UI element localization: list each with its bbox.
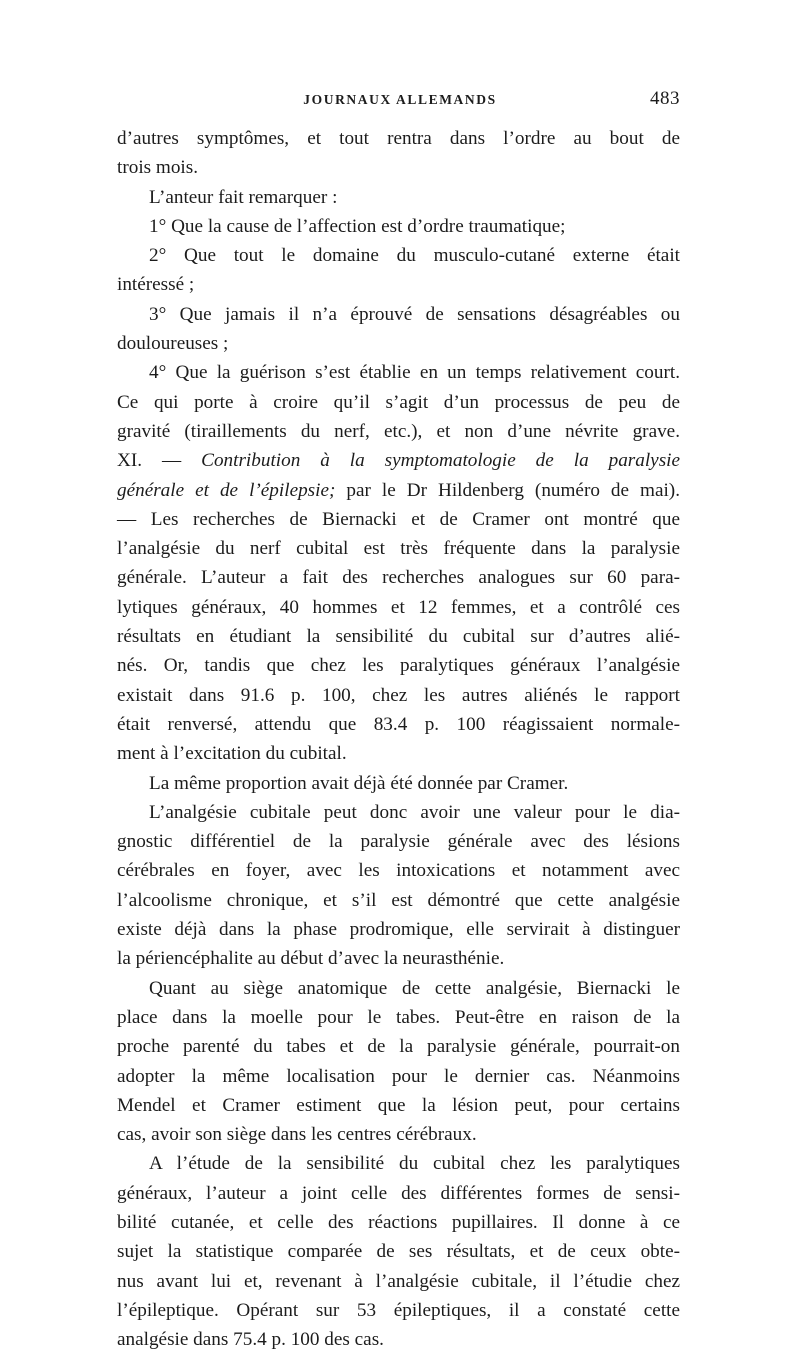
text-line: nus avant lui et, revenant à l’analgésie cubitale, il l’étudie chez <box>117 1270 680 1292</box>
text-line: douloureuses ; <box>117 333 229 355</box>
text-line: 4° Que la guérison s’est établie en un temps relativement court. <box>149 362 680 384</box>
text-line: la périencéphalite au début d’avec la neurasthénie. <box>117 948 505 970</box>
text-line: 3° Que jamais il n’a éprouvé de sensations désagréables ou <box>149 303 680 325</box>
text-line: cas, avoir son siège dans les centres cérébraux. <box>117 1124 477 1146</box>
text-line: La même proportion avait déjà été donnée par Cramer. <box>149 772 569 794</box>
text-line: intéressé ; <box>117 274 195 296</box>
text-line: gravité (tiraillements du nerf, etc.), et non d’une névrite grave. <box>117 420 680 442</box>
text-line: résultats en étudiant la sensibilité du cubital sur d’autres alié- <box>117 626 680 648</box>
paragraphs-before-section <box>117 124 680 446</box>
text-line: l’épileptique. Opérant sur 53 épileptiques, il a constaté cette <box>117 1299 680 1321</box>
text-line: ment à l’excitation du cubital. <box>117 743 347 765</box>
paragraphs-after-section <box>117 505 680 1354</box>
text-line: A l’étude de la sensibilité du cubital chez les paralytiques <box>149 1153 680 1175</box>
section-title-part-1: Contribution à la symptomatologie de la paralysie <box>201 450 681 472</box>
section-title-part-2: générale et de l’épilepsie; <box>117 479 336 501</box>
text-line: adopter la même localisation pour le dernier cas. Néanmoins <box>117 1065 680 1087</box>
text-line: généraux, l’auteur a joint celle des différentes formes de sensi- <box>117 1182 680 1204</box>
text-line: L’analgésie cubitale peut donc avoir une valeur pour le dia- <box>149 801 680 823</box>
text-line: gnostic différentiel de la paralysie générale avec des lésions <box>117 831 680 853</box>
text-line: sujet la statistique comparée de ses résultats, et de ceux obte- <box>117 1241 680 1263</box>
text-line: analgésie dans 75.4 p. 100 des cas. <box>117 1329 384 1351</box>
text-line: trois mois. <box>117 157 199 179</box>
text-line: L’anteur fait remarquer : <box>149 186 338 208</box>
text-line: d’autres symptômes, et tout rentra dans l’ordre au bout de <box>117 128 680 149</box>
text-line: l’alcoolisme chronique, et s’il est démontré que cette analgésie <box>117 889 680 911</box>
text-line: existait dans 91.6 p. 100, chez les autres aliénés le rapport <box>117 684 680 706</box>
text-line: Quant au siège anatomique de cette analgésie, Biernacki le <box>149 977 680 999</box>
running-title: JOURNAUX ALLEMANDS <box>303 92 497 107</box>
text-line: l’analgésie du nerf cubital est très fréquente dans la paralysie <box>117 538 680 560</box>
section-heading-line-2 <box>117 476 680 505</box>
section-heading-line-1 <box>117 446 680 475</box>
text-line: 2° Que tout le domaine du musculo-cutané externe était <box>149 245 680 267</box>
body-text <box>117 124 680 1354</box>
text-line: générale. L’auteur a fait des recherches analogues sur 60 para- <box>117 567 680 589</box>
running-head <box>120 88 680 116</box>
text-line: Ce qui porte à croire qu’il s’agit d’un processus de peu de <box>117 391 680 413</box>
text-line: 1° Que la cause de l’affection est d’ordre traumatique; <box>149 215 566 237</box>
text-line: nés. Or, tandis que chez les paralytiques généraux l’analgésie <box>117 655 680 677</box>
section-number: XI. — <box>117 450 182 472</box>
text-line: cérébrales en foyer, avec les intoxications et notamment avec <box>117 860 680 882</box>
text-line: proche parenté du tabes et de la paralysie générale, pourrait-on <box>117 1036 680 1058</box>
text-line: place dans la moelle pour le tabes. Peut-être en raison de la <box>117 1006 680 1028</box>
text-line: existe déjà dans la phase prodromique, elle servirait à distinguer <box>117 919 680 941</box>
page-number: 483 <box>650 88 680 109</box>
text-line: Mendel et Cramer estiment que la lésion peut, pour certains <box>117 1094 680 1116</box>
text-line: — Les recherches de Biernacki et de Cramer ont montré que <box>117 508 680 530</box>
text-line: lytiques généraux, 40 hommes et 12 femmes, et a contrôlé ces <box>117 596 680 618</box>
text-line: bilité cutanée, et celle des réactions pupillaires. Il donne à ce <box>117 1211 680 1233</box>
section-byline: par le Dr Hildenberg (numéro de mai). <box>346 479 680 501</box>
text-line: était renversé, attendu que 83.4 p. 100 réagissaient normale- <box>117 713 680 735</box>
